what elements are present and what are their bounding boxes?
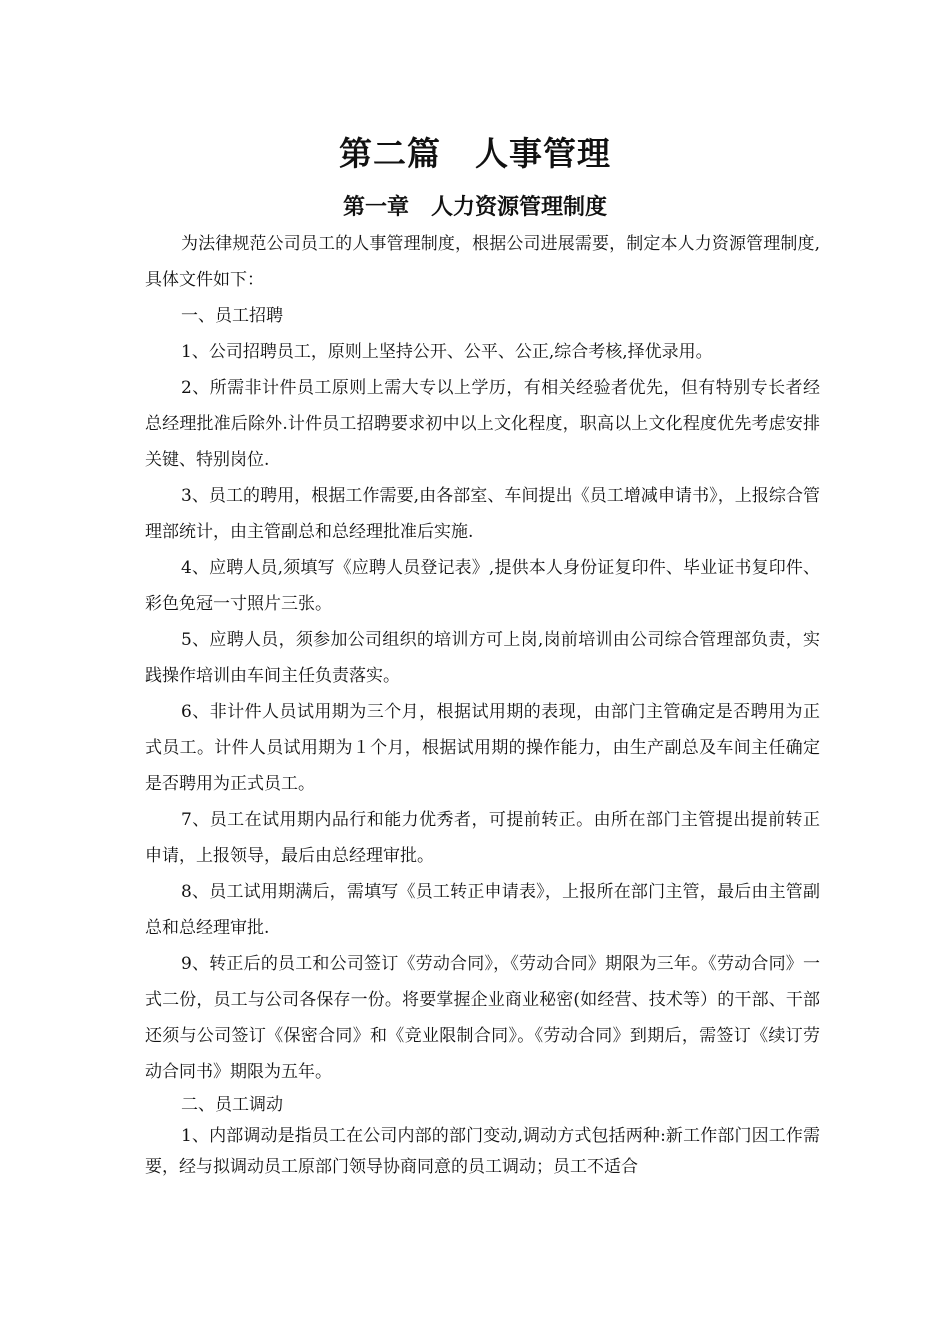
- paragraph: 5、应聘人员，须参加公司组织的培训方可上岗,岗前培训由公司综合管理部负责，实践操作培训由车间主任负责落实。: [145, 630, 820, 686]
- paragraph: 7、员工在试用期内品行和能力优秀者，可提前转正。由所在部门主管提出提前转正申请，上报领导，最后由总经理审批。: [145, 810, 820, 866]
- document-body: [145, 226, 820, 1183]
- paragraph: 1、内部调动是指员工在公司内部的部门变动,调动方式包括两种:新工作部门因工作需要，经与拟调动员工原部门领导协商同意的员工调动；员工不适合: [145, 1126, 820, 1177]
- paragraph: 8、员工试用期满后，需填写《员工转正申请表》，上报所在部门主管，最后由主管副总和总经理审批.: [145, 882, 820, 938]
- paragraph: 9、转正后的员工和公司签订《劳动合同》，《劳动合同》期限为三年。《劳动合同》一式二份，员工与公司各保存一份。将要掌握企业商业秘密(如经营、技术等）的干部、干部还须与公司签订《保密合同》和《竞业限制合同》。《劳动合同》到期后，需签订《续订劳动合同书》期限为五年。: [145, 954, 820, 1082]
- paragraph: 3、员工的聘用，根据工作需要,由各部室、车间提出《员工增减申请书》，上报综合管理部统计，由主管副总和总经理批准后实施.: [145, 486, 820, 542]
- chapter-title: 第一章 人力资源管理制度: [342, 195, 607, 220]
- paragraph: 2、所需非计件员工原则上需大专以上学历，有相关经验者优先，但有特别专长者经总经理批准后除外.计件员工招聘要求初中以上文化程度，职高以上文化程度优先考虑安排关键、特别岗位.: [145, 378, 820, 470]
- paragraph: 4、应聘人员,须填写《应聘人员登记表》,提供本人身份证复印件、毕业证书复印件、彩色免冠一寸照片三张。: [145, 558, 820, 614]
- section-heading-transfer: 二、员工调动: [181, 1095, 283, 1115]
- intro-paragraph: 为法律规范公司员工的人事管理制度，根据公司进展需要，制定本人力资源管理制度,具体文件如下：: [145, 234, 820, 290]
- paragraph: 6、非计件人员试用期为三个月，根据试用期的表现，由部门主管确定是否聘用为正式员工。计件人员试用期为１个月，根据试用期的操作能力，由生产副总及车间主任确定是否聘用为正式员工。: [145, 702, 820, 794]
- part-title: 第二篇 人事管理: [339, 134, 611, 173]
- paragraph: 1、公司招聘员工，原则上坚持公开、公平、公正,综合考核,择优录用。: [181, 342, 713, 362]
- section-heading-recruitment: 一、员工招聘: [181, 306, 283, 326]
